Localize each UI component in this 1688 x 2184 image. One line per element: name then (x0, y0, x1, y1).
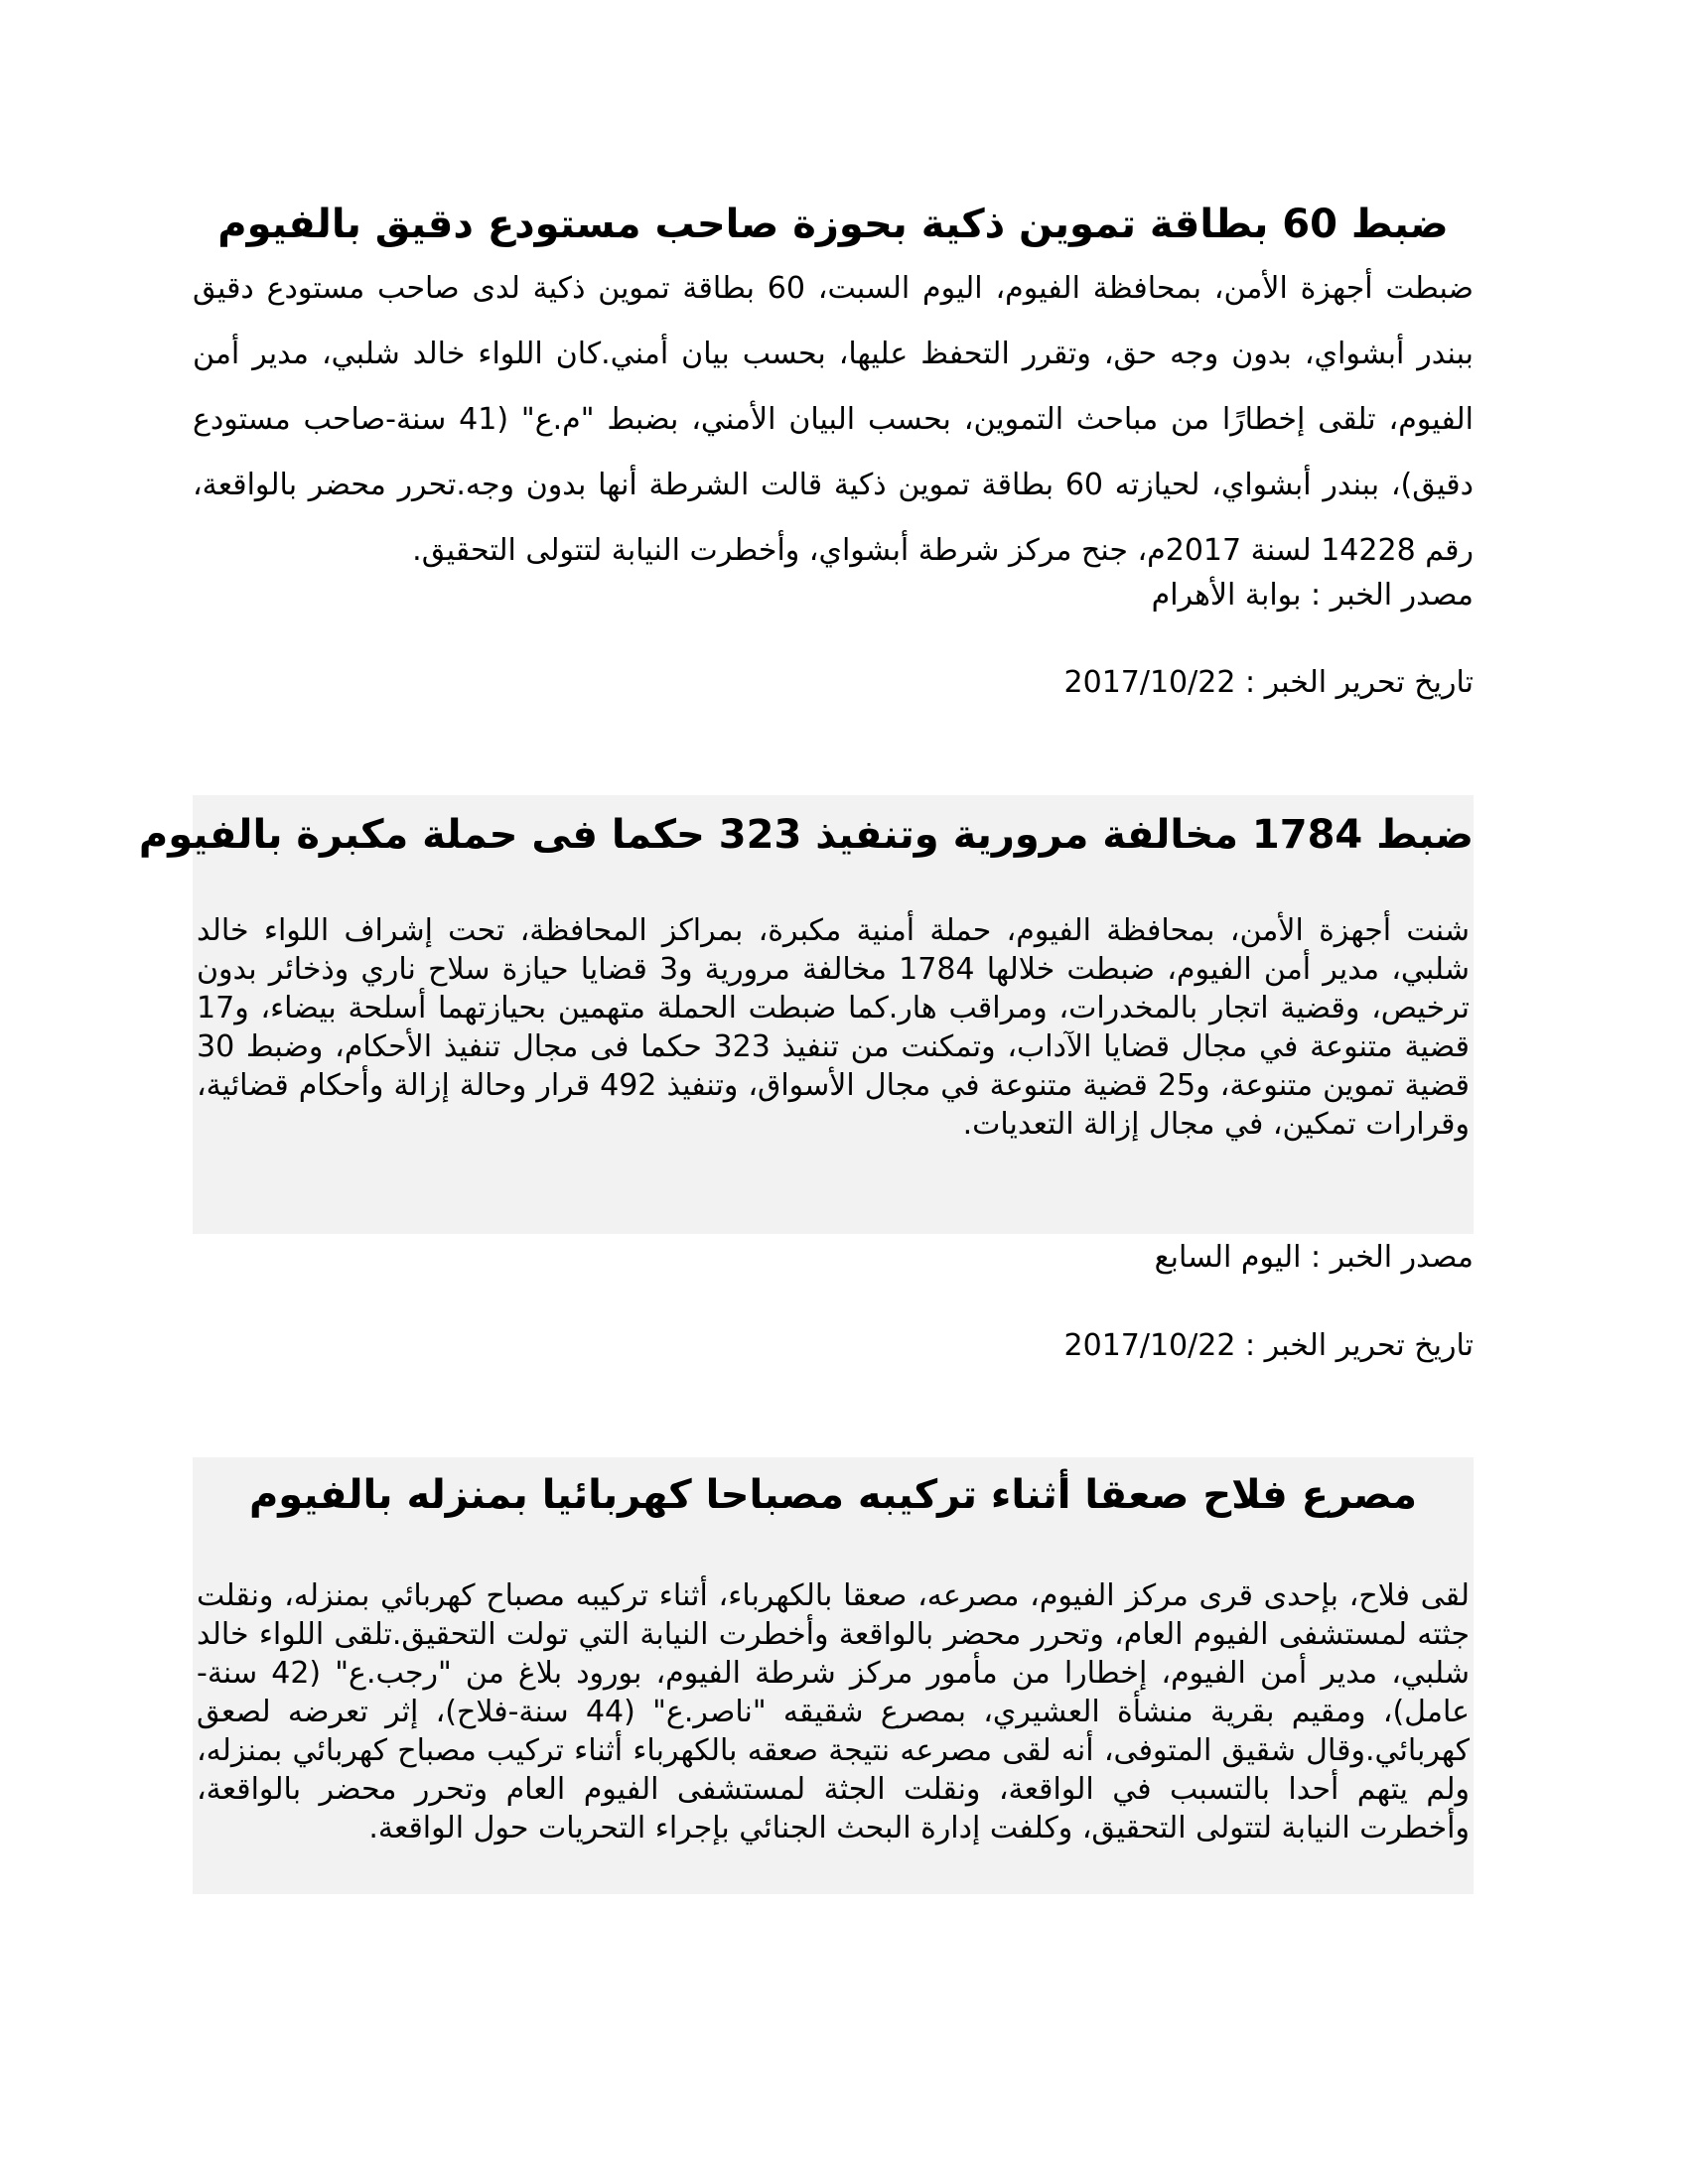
article-date: تاريخ تحرير الخبر : 2017/10/22 (1063, 665, 1474, 700)
article-body: ضبطت أجهزة الأمن، بمحافظة الفيوم، اليوم السبت، 60 بطاقة تموين ذكية لدى صاحب مستودع دقيق ببندر أبشواي، بدون وجه حق، وتقرر التحفظ عليها، بحسب بيان أمني.كان اللواء خالد شلبي، مدير أمن الفيوم، تلقى إخطارًا من مباحث التموين، بحسب البيان الأمني، بضبط "م.ع" (41 سنة-صاحب مستودع دقيق)، ببندر أبشواي، لحيازته 60 بطاقة تموين ذكية قالت الشرطة أنها بدون وجه.تحرر محضر بالواقعة، رقم 14228 لسنة 2017م، جنح مركز شرطة أبشواي، وأخطرت النيابة لتتولى التحقيق. (193, 271, 1474, 568)
article-source: مصدر الخبر : بوابة الأهرام (1151, 578, 1474, 613)
article-2 (138, 795, 1474, 1234)
article-headline: ضبط 1784 مخالفة مرورية وتنفيذ 323 حكما فى حملة مكبرة بالفيوم (138, 812, 1474, 858)
article-body: شنت أجهزة الأمن، بمحافظة الفيوم، حملة أمنية مكبرة، بمراكز المحافظة، تحت إشراف اللواء خالد شلبي، مدير أمن الفيوم، ضبطت خلالها 1784 مخالفة مرورية و3 قضايا حيازة سلاح ناري وذخائر بدون ترخيص، وقضية اتجار بالمخدرات، ومراقب هار.كما ضبطت الحملة متهمين بحيازتهما أسلحة بيضاء، و17 قضية متنوعة في مجال قضايا الآداب، وتمكنت من تنفيذ 323 حكما فى مجال تنفيذ الأحكام، وضبط 30 قضية تموين متنوعة، و25 قضية متنوعة في مجال الأسواق، وتنفيذ 492 قرار وحالة إزالة وأحكام قضائية، وقرارات تمكين، في مجال إزالة التعديات. (197, 913, 1471, 1142)
article-headline: مصرع فلاح صعقا أثناء تركيبه مصباحا كهربائيا بمنزله بالفيوم (248, 1472, 1418, 1518)
article-headline: ضبط 60 بطاقة تموين ذكية بحوزة صاحب مستودع دقيق بالفيوم (217, 202, 1449, 247)
article-source: مصدر الخبر : اليوم السابع (1154, 1240, 1474, 1275)
article-date: تاريخ تحرير الخبر : 2017/10/22 (1063, 1328, 1474, 1363)
article-body: لقى فلاح، بإحدى قرى مركز الفيوم، مصرعه، صعقا بالكهرباء، أثناء تركيبه مصباح كهربائي بمنزله، ونقلت جثته لمستشفى الفيوم العام، وتحرر محضر بالواقعة وأخطرت النيابة التي تولت التحقيق.تلقى اللواء خالد شلبي، مدير أمن الفيوم، إخطارا من مأمور مركز شرطة الفيوم، بورود بلاغ من "رجب.ع" (42 سنة-عامل)، ومقيم بقرية منشأة العشيري، بمصرع شقيقه "ناصر.ع" (44 سنة-فلاح)، إثر تعرضه لصعق كهربائي.وقال شقيق المتوفى، أنه لقى مصرعه نتيجة صعقه بالكهرباء أثناء تركيب مصباح كهربائي بمنزله، ولم يتهم أحدا بالتسبب في الواقعة، ونقلت الجثة لمستشفى الفيوم العام وتحرر محضر بالواقعة، وأخطرت النيابة لتتولى التحقيق، وكلفت إدارة البحث الجنائي بإجراء التحريات حول الواقعة. (197, 1578, 1471, 1845)
article-1 (193, 189, 1474, 584)
article-3 (193, 1457, 1474, 1894)
